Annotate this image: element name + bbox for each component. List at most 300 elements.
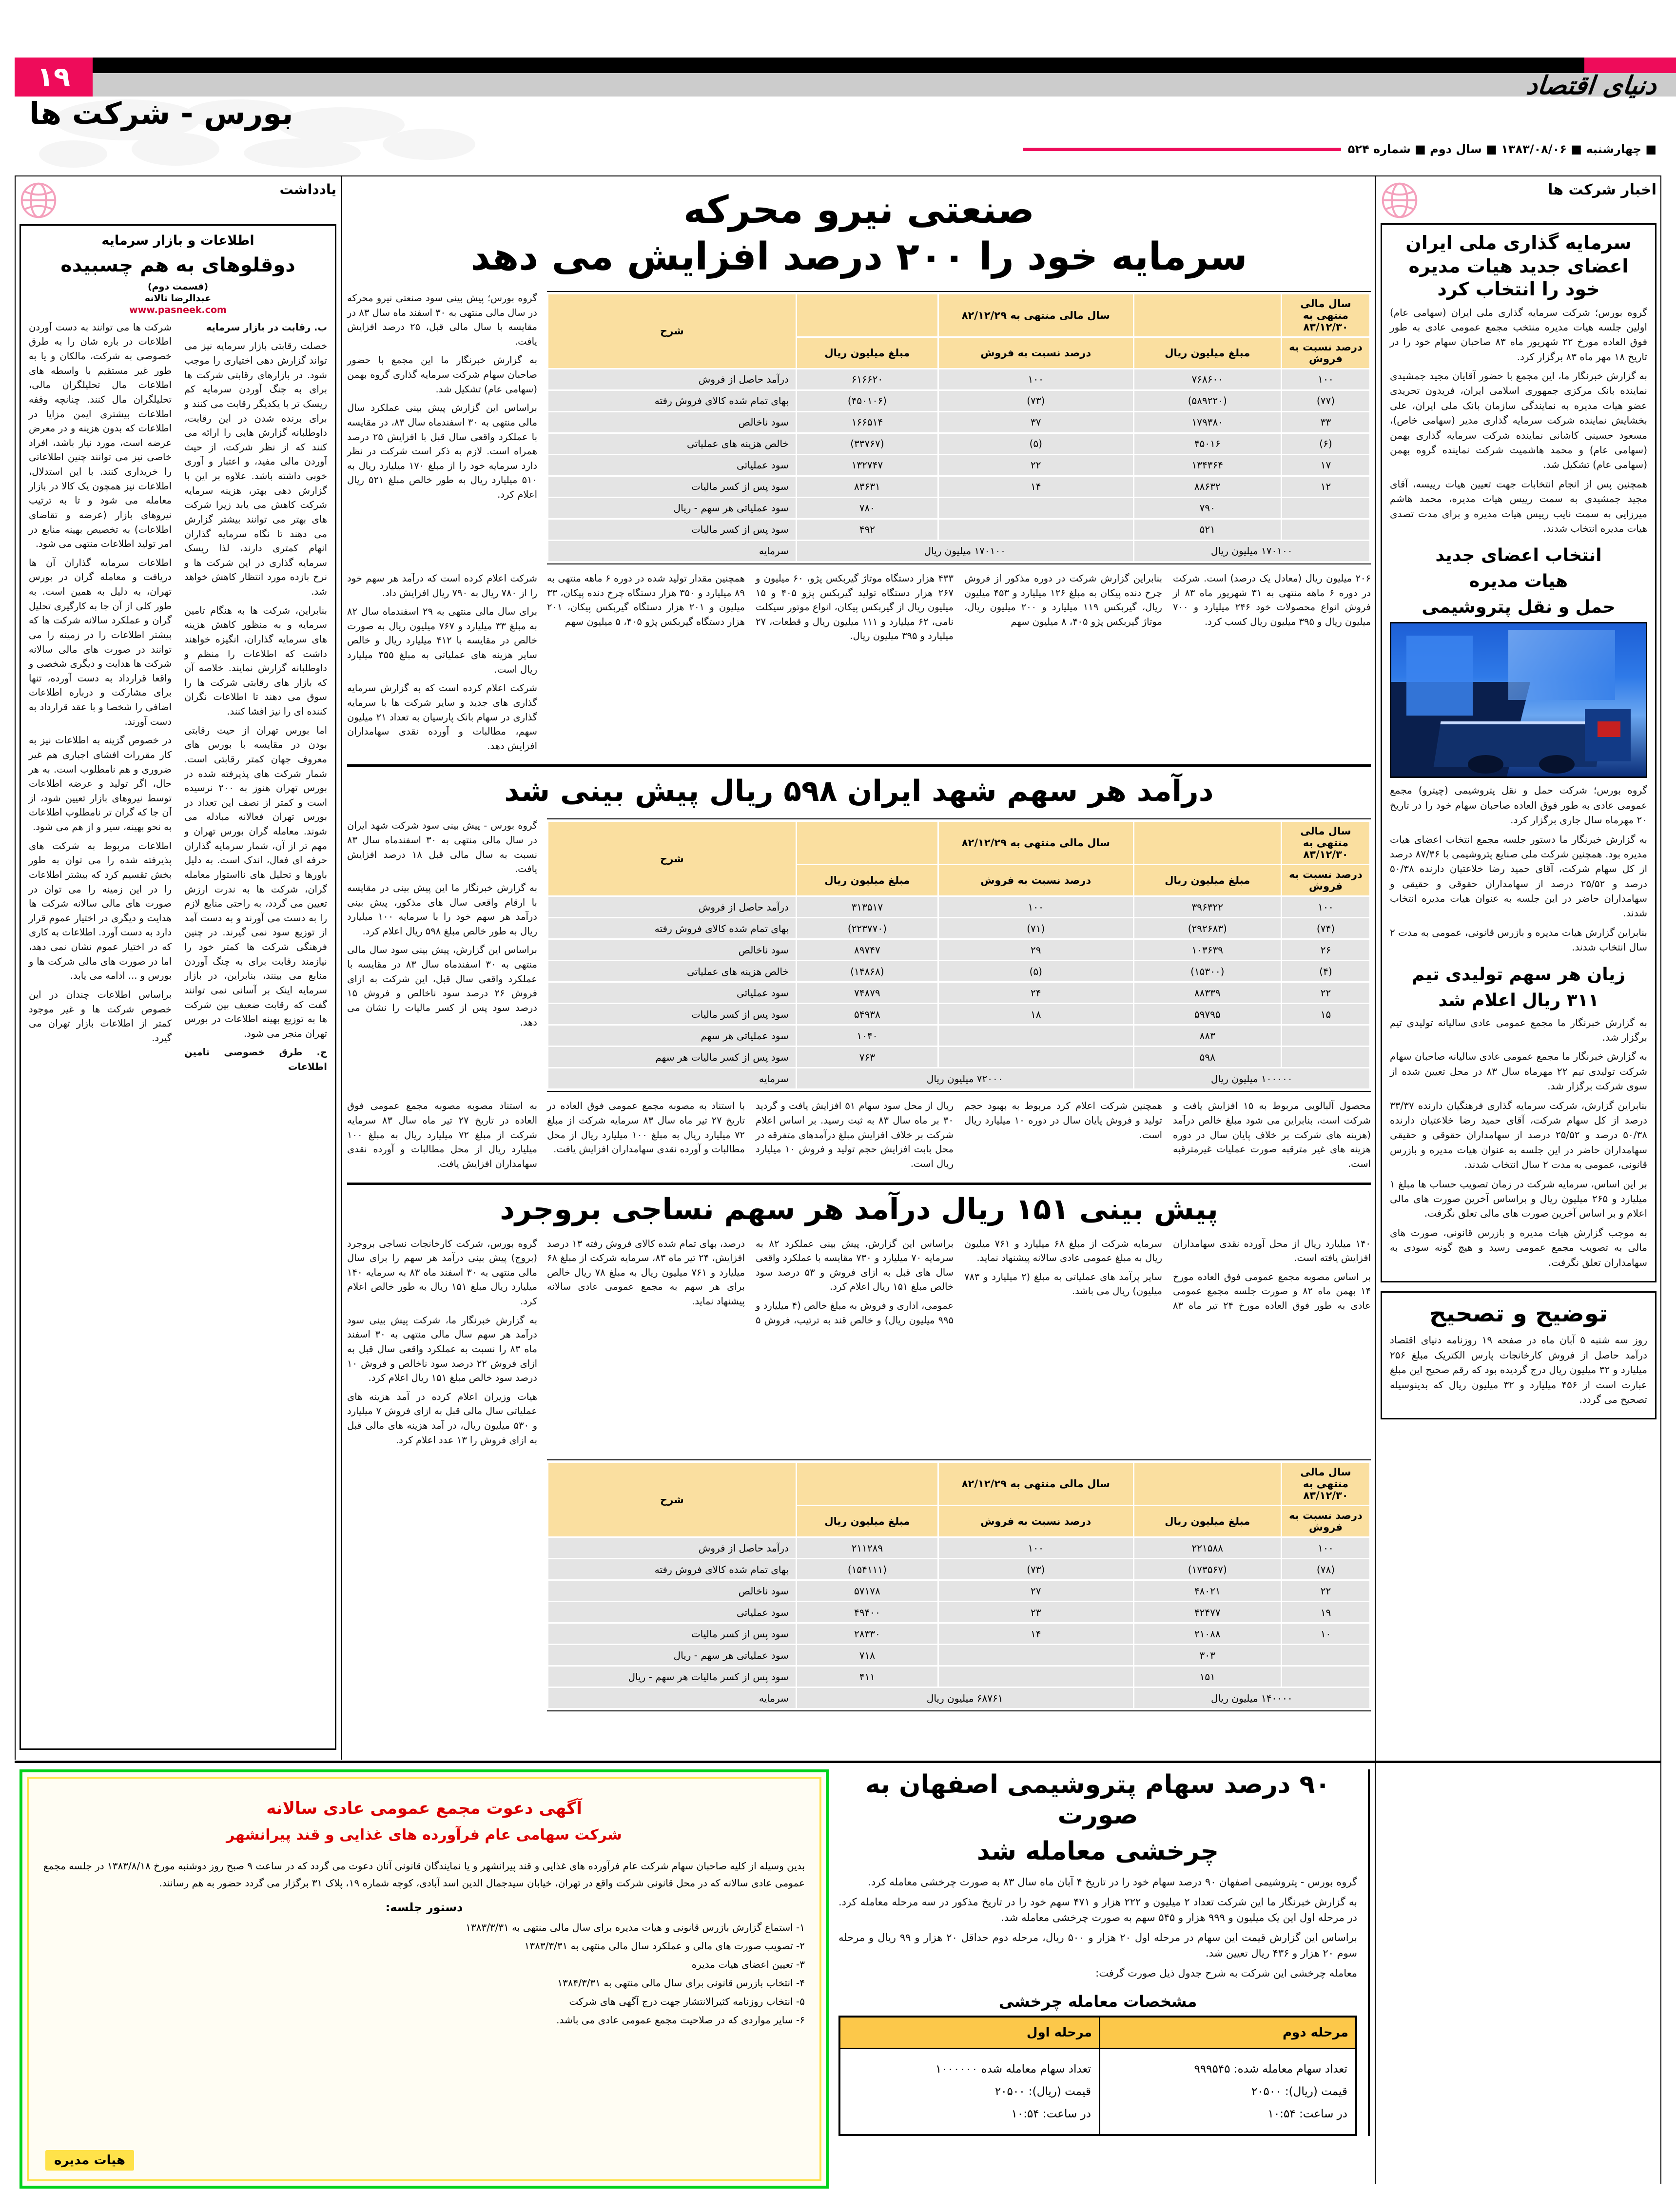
financial-table-3 — [547, 1461, 1371, 1709]
news2-para: به گزارش خبرنگار ما دستور جلسه مجمع انتخاب اعضای هیات مدیره بود. همچنین شرکت ملی صنایع پتروشیمی با ۸۷/۳۶ درصد از کل سهام شرکت، آقای حمید رضا خلاعتیان دارنده ۵۰/۳۸ درصد و ۲۵/۵۲ درصد از سهامداران حقوقی و حقیقی و سهامداران حاضر در این جلسه به عنوان هیات مدیره انتخاب شدند. — [1390, 833, 1647, 919]
news2-headline-2: هیات مدیره — [1469, 571, 1568, 592]
cell-row-label: درآمد حاصل از فروش — [548, 896, 797, 918]
cell-actual-pct: ۱۰۰ — [938, 896, 1134, 918]
cell-actual-amt: ۴۱۱ — [796, 1666, 938, 1688]
table-row — [548, 1666, 1370, 1688]
article1-body-para: همچنین مقدار تولید شده در دوره ۶ ماهه منتهی به ۸۹ میلیارد و ۳۵۰ هزار دستگاه چرخ دنده پیکان، ۳۳ میلیون و ۲۰۱ هزار دستگاه گیربکس پیکان، ۲۰۱ هزار دستگاه گیربکس پژو ۴۰۵، ۵ میلیون سهم — [547, 572, 745, 627]
cell-capital-actual: ۱۷۰۱۰۰ میلیون ریال — [796, 540, 1133, 562]
cell-row-label: بهای تمام شده کالای فروش رفته — [548, 1559, 797, 1580]
cell-forecast-pct: ۱۰۰ — [1281, 896, 1370, 918]
trx-stage2-line: در ساعت: ۱۰:۵۴ — [1267, 2107, 1347, 2120]
cell-capital-label: سرمایه — [548, 540, 797, 562]
petrochem-headline-1: ۹۰ درصد سهام پتروشیمی اصفهان به صورت — [865, 1770, 1331, 1830]
left-column — [19, 181, 336, 1751]
table-row — [548, 1537, 1370, 1559]
cell-row-label: سود پس از کسر مالیات هر سهم - ریال — [548, 1666, 797, 1688]
cell-actual-pct — [938, 1645, 1134, 1666]
cell-forecast-pct: ۱۰۰ — [1281, 369, 1370, 390]
article3-lead — [347, 1237, 537, 1452]
table1-body — [548, 369, 1370, 562]
cell-forecast-amt: ۵۹۸ — [1133, 1047, 1281, 1068]
cell-actual-pct — [938, 1666, 1134, 1688]
table-capital-row — [548, 540, 1370, 562]
cell-forecast-pct — [1281, 1645, 1370, 1666]
petrochem-para: به گزارش خبرنگار ما این شرکت تعداد ۲ میلیون و ۲۲۲ هزار و ۴۷۱ سهم خود را در تاریخ مذکور در سه مرحله معامله کرد. در مرحله اول این یک میلیون و ۹۹۹ هزار و ۵۴۵ سهم به صورت چرخشی معامله شد. — [838, 1896, 1358, 1924]
cell-actual-amt: ۸۳۶۳۱ — [796, 476, 938, 497]
dateline-row — [1023, 139, 1657, 159]
news3-para: بنابراین گزارش، شرکت سرمایه گذاری فرهنگیان دارنده ۳۳/۳۷ درصد از کل سهام شرکت، آقای حمید رضا خلاعتیان دارنده ۵۰/۳۸ درصد و ۲۵/۵۲ درصد از سهامداران حقوقی و حقیقی سهامداران حاضر در این جلسه به عنوان هیات مدیره و بازرس قانونی، عمومی به مدت ۲ سال انتخاب شدند. — [1390, 1099, 1647, 1171]
th-fc-pct: سال مالی منتهی به ۸۳/۱۲/۳۰ — [1281, 293, 1370, 337]
cell-actual-pct: ۱۴ — [938, 476, 1134, 497]
th-fc-amt — [1133, 293, 1281, 337]
news3-para: به گزارش خبرنگار ما مجمع عمومی عادی سالیانه تولیدی تیم برگزار شد. — [1390, 1016, 1647, 1044]
cell-forecast-pct: ۱۰۰ — [1281, 1537, 1370, 1559]
th-ac-pct: سال مالی منتهی به ۸۲/۱۲/۲۹ — [938, 821, 1134, 865]
headline-shahd: درآمد هر سهم شهد ایران ۵۹۸ ریال پیش بینی شد — [504, 774, 1214, 809]
ad-agenda-item: ۶- سایر مواردی که در صلاحیت مجمع عمومی عادی می باشد. — [556, 2014, 805, 2026]
news2-headline-1: انتخاب اعضای جدید — [1435, 545, 1602, 566]
cell-actual-pct — [938, 1025, 1134, 1047]
petrochem-para: براساس این گزارش قیمت این سهام در مرحله اول ۲۰ هزار و ۵۰۰ ریال، مرحله دوم حداقل ۲۰ هزار و ۹۹ ریال و مرحله سوم ۲۰ هزار و ۴۳۶ ریال تعیین شد. — [838, 1932, 1357, 1959]
article3-body-para: عمومی، اداری و فروش به مبلغ خالص (۴ میلیارد و ۹۹۵ میلیون ریال) و خالص قند به ترتیب، فروش ۵ درصد، بهای تمام شده کالای فروش رفته ۱۳ درصد افزایش، ۲۴ تیر ماه ۸۳، سرمایه شرکت از مبلغ ۶۸ میلیارد و ۷۶۱ میلیون ریال به مبلغ ۷۸ ریال خالص برای هر سهم به مجمع عمومی عادی سالانه پیشنهاد نماید. — [547, 1238, 954, 1326]
table-row — [548, 961, 1370, 982]
trx-stage1-line: تعداد سهام معامله شده ۱۰۰۰۰۰۰ — [935, 2062, 1091, 2076]
cell-actual-amt: ۴۹۲ — [796, 519, 938, 540]
cell-actual-amt: ۱۰۴۰ — [796, 1025, 938, 1047]
left-para: اطلاعات سرمایه گذاران آن ها دریافت و معامله گران در بورس تهران، به دلیل به همین است. به طور کلی از آن جا به کارگیری تحلیل گران و عملکرد سالانه شرکت ها که بیشتر اطلاعات را در زمینه را می توانند در صورت های مالی سالانه شرکت ها هدایت و دیگری شخصی و واقعا قرارداد به دست آورده، تنها برای مشارکت و درباره اطلاعات اضافی را شخصا و با عقد قرارداد به دست آورند. — [29, 557, 172, 727]
cell-actual-amt: ۲۱۱۲۸۹ — [796, 1537, 938, 1559]
article3-lead-para: هیات وزیران اعلام کرده در آمد هزینه های عملیاتی سال مالی قبل به ازای فروش ۷ میلیارد و ۵۳۰ میلیون ریال، در آمد هزینه های مالی قبل به ازای فروش را ۱۳ عدد اعلام کرد. — [347, 1391, 537, 1446]
cell-forecast-pct: (۷۴) — [1281, 918, 1370, 939]
article-shahd-iran — [347, 774, 1371, 1175]
cell-forecast-pct: ۱۰ — [1281, 1623, 1370, 1645]
th-sub-ac-amt: مبلغ میلیون ریال — [796, 1506, 938, 1537]
cell-row-label: سود پس از کسر مالیات — [548, 519, 797, 540]
cell-actual-pct: ۲۴ — [938, 982, 1134, 1004]
cell-row-label: بهای تمام شده کالای فروش رفته — [548, 918, 797, 939]
page-number: ۱۹ — [37, 61, 71, 93]
transaction-table — [838, 2016, 1357, 2136]
th-ac-pct: سال مالی منتهی به ۸۲/۱۲/۲۹ — [938, 293, 1134, 337]
cell-capital-forecast: ۱۴۰۰۰۰ میلیون ریال — [1133, 1688, 1370, 1709]
th-fc-pct: سال مالی منتهی به ۸۳/۱۲/۳۰ — [1281, 1462, 1370, 1506]
left-column-kicker: یادداشت — [279, 181, 336, 197]
th-fc-amt — [1133, 821, 1281, 865]
article2-lead-cont — [347, 1099, 537, 1175]
petrochem-headline-2: چرخشی معامله شد — [976, 1836, 1219, 1866]
article2-lead-para: به استناد مصوبه مصوبه مجمع عمومی فوق العاده در تاریخ ۲۷ تیر ماه سال ۸۳ سرمایه شرکت از مبلغ ۷۲ میلیارد ریال به مبلغ ۱۰۰ میلیارد ریال از محل مطالبات و آورده نقدی سهامداران افزایش یافت. — [347, 1100, 538, 1169]
table-row — [548, 476, 1370, 497]
cell-forecast-amt: ۱۵۱ — [1133, 1666, 1281, 1688]
news1-para: گروه بورس؛ شرکت سرمایه گذاری ملی ایران (سهامی عام) اولین جلسه هیات مدیره منتخب مجمع عمومی عادی به طور فوق العاده مورخ ۲۲ شهریور ماه ۸۳ صاحبان سهام خود را در تاریخ ۱۸ مهر ماه ۸۳ برگزار کرد. — [1390, 306, 1647, 363]
petrochem-para: معامله چرخشی این شرکت به شرح جدول ذیل صورت گرفت: — [1095, 1967, 1357, 1979]
left-para: خصلت رقابتی بازار سرمایه نیز می تواند گزارش دهی اختیاری را موجب شود. در بازارهای رقابتی شرکت ها برای به چنگ آوردن سرمایه کم ریسک تر با یکدیگر رقابت می کنند و برای برنده شدن در این رقابت، داوطلبانه گزارش هایی را ارائه می کنند که از نظر شرکت، از حیث آوردن مالی مفید، و اعتبار و آوری خوبی داشته باشد. علاوه بر این با گزارش دهی بهتر، هزینه سرمایه شرکت کاهش می یابد زیرا شرکت های بهتر می توانند بیشتر گزارش می دهند تا نگاه سرمایه گذاران انهام کمتری دارند، لذا ریسک سرمایه گذاری در این شرکت ها و نرخ بازده مورد انتظار کاهش خواهد شد. — [184, 340, 327, 597]
cell-forecast-pct — [1281, 497, 1370, 519]
th-sub-fc-pct: درصد نسبت به فروش — [1281, 1506, 1370, 1537]
article2-body-para: محصول آلبالویی مربوط به ۱۵ افزایش یافت و شرکت است، بنابراین می شود مبلغ خالص درآمد (هزینه های شرکت بر خلاف پایان سال در دوره هزینه های غیر مترقبه صورت عملیات غیرمترقبه است. — [1173, 1100, 1371, 1169]
th-ac-amt — [796, 1462, 938, 1506]
trx-stage2-line: قیمت (ریال): ۲۰۵۰۰ — [1251, 2085, 1347, 2098]
article2-lead-para: براساس این گزارش، پیش بینی سود سال مالی منتهی به ۳۰ اسفندماه سال ۸۳ در مقایسه با عملکرد واقعی سال قبل، این شرکت به ازای فروش ۲۶ درصد سود ناخالص و فروش ۱۵ درصد سود پس از کسر مالیات را نشان می دهد. — [347, 944, 537, 1028]
truck-photo — [1390, 622, 1647, 778]
cell-forecast-pct: ۱۷ — [1281, 454, 1370, 476]
cell-forecast-amt: ۱۰۳۶۳۹ — [1133, 939, 1281, 961]
cell-actual-amt: (۳۳۷۶۷) — [796, 433, 938, 454]
cell-row-label: سود عملیاتی هر سهم — [548, 1025, 797, 1047]
cell-forecast-pct — [1281, 1025, 1370, 1047]
cell-actual-pct: ۱۰۰ — [938, 369, 1134, 390]
cell-actual-amt: ۷۴۸۷۹ — [796, 982, 938, 1004]
cell-actual-amt: (۲۲۳۷۷۰) — [796, 918, 938, 939]
cell-forecast-pct: (۷۸) — [1281, 1559, 1370, 1580]
th-sub-fc-amt: مبلغ میلیون ریال — [1133, 865, 1281, 896]
cell-actual-amt: ۴۹۴۰۰ — [796, 1602, 938, 1623]
financial-table-2 — [547, 820, 1371, 1090]
cell-actual-pct: ۱۴ — [938, 1623, 1134, 1645]
article1-lead-para: گروه بورس؛ پیش بینی سود صنعتی نیرو محرکه در سال مالی منتهی به ۳۰ اسفند ماه سال ۸۳ در مقایسه با سال مالی قبل، ۲۵ درصد افزایش یافت. — [347, 292, 537, 347]
cell-actual-amt: ۸۹۷۴۷ — [796, 939, 938, 961]
petrochem-para: گروه بورس - پتروشیمی اصفهان ۹۰ درصد سهام خود را در تاریخ ۴ آبان ماه سال ۸۳ به صورت چرخشی معامله کرد. — [868, 1876, 1357, 1888]
cell-capital-forecast: ۱۰۰۰۰۰ میلیون ریال — [1133, 1068, 1370, 1089]
th-desc: شرح — [548, 293, 797, 369]
cell-forecast-amt: ۸۸۳ — [1133, 1025, 1281, 1047]
cell-forecast-amt: ۳۰۳ — [1133, 1645, 1281, 1666]
right-column-kicker: اخبار شرکت ها — [1547, 181, 1657, 198]
top-divider — [15, 175, 1661, 176]
th-sub-ac-amt: مبلغ میلیون ریال — [796, 865, 938, 896]
cell-actual-pct: ۲۷ — [938, 1580, 1134, 1602]
th-ac-amt — [796, 293, 938, 337]
news2-para: بنابراین گزارش هیات مدیره و بازرس قانونی، عمومی به مدت ۲ سال انتخاب شدند. — [1390, 926, 1647, 953]
left-para: براساس اطلاعات چندان در این خصوص شرکت ها و غیر موجود کمتر از اطلاعات بازار تهران می گیرد. — [29, 989, 172, 1044]
th-desc: شرح — [548, 1462, 797, 1537]
news-item-correction — [1381, 1291, 1657, 1420]
cell-actual-amt: (۱۵۴۱۱۱) — [796, 1559, 938, 1580]
th-fc-amt — [1133, 1462, 1281, 1506]
article1-body-para: ۴۳۳ هزار دستگاه موتاژ گیربکس پژو، ۶۰ میلیون و ۲۶۷ هزار دستگاه تولید گیربکس پژو ۴۰۵ و ۱۵ میلیون ریال از گیربکس پیکان، انواع موتور سیکلت نامی، ۶۲ میلیارد و ۱۱۱ میلیون ریال و قطعات، ۲۷ میلیارد و ۳۹۵ میلیون ریال. — [756, 572, 954, 642]
table-row — [548, 1559, 1370, 1580]
table2-body — [548, 896, 1370, 1089]
cell-row-label: سود عملیاتی هر سهم - ریال — [548, 1645, 797, 1666]
left-para: اطلاعات مربوط به شرکت های پذیرفته شده را می توان به طور بخش تقسیم کرد که بیشتر اطلاعات را در این زمینه را می توان در صورت های مالی سالانه شرکت ها هدایت و دیگری در اختیار عموم قرار دارد به دست آورد. اطلاعات به کاری که در اختیار عموم نشان نمی دهد، اما در صورت های مالی شرکت ها و بورس و ... ادامه می یابد. — [29, 840, 172, 982]
article3-body-para: ۱۴۰ میلیارد ریال از محل آورده نقدی سهامداران افزایش یافته است. — [1173, 1238, 1371, 1264]
left-website[interactable]: www.pasneek.com — [129, 304, 227, 315]
th-sub-fc-amt: مبلغ میلیون ریال — [1133, 1506, 1281, 1537]
table-row — [548, 390, 1370, 411]
page-section-title: بورس - شرکت ها — [29, 96, 293, 131]
table-row — [548, 939, 1370, 961]
table-row — [548, 896, 1370, 918]
cell-actual-amt: ۳۱۳۵۱۷ — [796, 896, 938, 918]
cell-row-label: سود پس از کسر مالیات — [548, 1623, 797, 1645]
cell-row-label: سود پس از کسر مالیات — [548, 476, 797, 497]
th-sub-fc-pct: درصد نسبت به فروش — [1281, 865, 1370, 896]
article-nassaji-boroujerd — [347, 1192, 1371, 1712]
cell-forecast-amt: ۷۶۸۶۰۰ — [1133, 369, 1281, 390]
table-row — [548, 1623, 1370, 1645]
cell-forecast-pct — [1281, 519, 1370, 540]
cell-actual-pct: (۷۱) — [938, 918, 1134, 939]
news3-para: به موجب گزارش هیات مدیره و بازرس قانونی، صورت های مالی به تصویب مجمع عمومی رسید و هیچ گونه سودی به سهامداران تعلق نگرفت. — [1390, 1226, 1647, 1268]
table-row — [548, 519, 1370, 540]
article1-lead-cont — [347, 571, 537, 758]
article3-body-para: براساس این گزارش، پیش بینی عملکرد ۸۲ به سرمایه ۷۰ میلیارد و ۷۳۰ مقایسه با عملکرد واقعی سال های قبل به ازای فروش و ۵۳ درصد سود خالص مبلغ ۱۵۱ ریال اعلام کرد. — [756, 1238, 954, 1293]
left-para: ب. رقابت در بازار سرمایه — [206, 321, 327, 333]
article2-body-para: همچنین شرکت اعلام کرد مربوط به بهبود حجم تولید و فروش پایان سال در دوره ۱۰ میلیارد ریال است. — [964, 1100, 1163, 1141]
dateline-rule — [1023, 148, 1341, 151]
ad-subtitle: شرکت سهامی عام فرآورده های غذایی و قند پیرانشهر — [226, 1826, 622, 1843]
cell-forecast-amt: ۵۹۷۹۵ — [1133, 1004, 1281, 1025]
cell-actual-pct — [938, 519, 1134, 540]
article2-table-wrap — [547, 818, 1371, 1092]
cell-forecast-amt: (۵۸۹۲۲۰) — [1133, 390, 1281, 411]
right-column — [1381, 181, 1657, 1428]
transaction-table-title: مشخصات معامله چرخشی — [998, 1992, 1197, 2011]
cell-actual-amt: ۲۸۳۳۰ — [796, 1623, 938, 1645]
cell-row-label: سود عملیاتی — [548, 454, 797, 476]
cell-forecast-amt: ۳۹۶۳۲۲ — [1133, 896, 1281, 918]
th-desc: شرح — [548, 821, 797, 896]
cell-forecast-amt: ۲۲۱۵۸۸ — [1133, 1537, 1281, 1559]
divider-left-center — [341, 175, 342, 1760]
article3-body-flow — [547, 1237, 1371, 1328]
ad-title: آگهی دعوت مجمع عمومی عادی سالانه — [266, 1799, 582, 1818]
cell-capital-label: سرمایه — [548, 1068, 797, 1089]
article-divider-2 — [347, 1183, 1371, 1185]
cell-row-label: سود پس از کسر مالیات — [548, 1004, 797, 1025]
table-row — [548, 1025, 1370, 1047]
cell-actual-pct: (۷۳) — [938, 390, 1134, 411]
cell-actual-pct: ۲۳ — [938, 1602, 1134, 1623]
trx-stage1-line: در ساعت: ۱۰:۵۴ — [1011, 2107, 1091, 2120]
cell-forecast-amt: (۱۵۳۰۰) — [1133, 961, 1281, 982]
page-left-edge — [15, 175, 16, 1760]
cell-forecast-amt: ۱۳۴۳۶۴ — [1133, 454, 1281, 476]
left-author: عبدالرضا تالانه — [144, 292, 212, 304]
article1-lead-para: شرکت اعلام کرده است که درآمد هر سهم خود را از ۷۸۰ ریال به ۷۹۰ ریال افزایش داد. — [347, 572, 537, 599]
news-item-sarmayegozari-melli — [1381, 223, 1657, 1282]
article1-table-wrap — [547, 291, 1371, 564]
article1-body-para: ۲۰۶ میلیون ریال (معادل یک درصد) است. شرکت در دوره ۶ ماهه منتهی به ۳۱ شهریور ماه ۸۳ از فروش انواع محصولات خود ۲۴۶ میلیارد و ۷۰۰ میلیون ریال و ۳۹۵ میلیون ریال کسب کرد. — [1173, 572, 1371, 627]
table3-body — [548, 1537, 1370, 1709]
cell-row-label: سود ناخالص — [548, 939, 797, 961]
cell-capital-forecast: ۱۷۰۱۰۰ میلیون ریال — [1133, 540, 1370, 562]
cell-forecast-amt: ۷۹۰ — [1133, 497, 1281, 519]
cell-actual-pct: ۲۹ — [938, 939, 1134, 961]
article2-body-flow — [547, 1099, 1371, 1171]
cell-actual-pct: ۲۲ — [938, 454, 1134, 476]
article1-lead-para: به گزارش خبرنگار ما این مجمع با حضور صاحبان سهام شرکت سرمایه گذاری گروه بهمن (سهامی عام) تشکیل شد. — [347, 354, 537, 395]
cell-row-label: سود عملیاتی — [548, 982, 797, 1004]
page-right-edge — [1660, 175, 1661, 2184]
globe-icon — [19, 181, 58, 219]
globe-icon — [1381, 181, 1419, 219]
cell-row-label: درآمد حاصل از فروش — [548, 1537, 797, 1559]
table-row — [548, 918, 1370, 939]
article1-body-para: بنابراین گزارش شرکت در دوره مذکور از فروش چرخ دنده پیکان به مبلغ ۱۲۶ میلیارد و ۴۵۳ میلیون ریال، گیربکس ۱۱۹ میلیارد و ۲۰۰ میلیون ریال، موتاژ گیربکس پژو ۴۰۵، ۸ میلیون سهم — [964, 572, 1162, 627]
ad-body-para: بدین وسیله از کلیه صاحبان سهام شرکت عام فرآورده های غذایی و قند پیرانشهر و یا نمایندگان قانونی آنان دعوت می گردد که در ساعت ۹ صبح روز دوشنبه مورخ ۱۳۸۳/۸/۱۸ در جلسه مجمع عمومی عادی سالانه که در محل قانونی شرکت واقع در تهران، خیابان سیدجمال الدین اسد آبادی، کوچه شماره ۱۹، پلاک ۳۱ برگزار می گردد حضور به هم رسانند. — [43, 1860, 805, 1889]
table-capital-row — [548, 1068, 1370, 1089]
cell-forecast-amt: ۸۸۳۳۹ — [1133, 982, 1281, 1004]
article2-lead-para: به گزارش خبرنگار ما این پیش بینی در مقایسه با ارقام واقعی سال های مذکور، پیش بینی درآمد هر سهم خود را با سرمایه ۱۰۰ میلیارد ریال به طور خالص مبلغ ۵۹۸ ریال اعلام کرد. — [347, 882, 537, 937]
news1-para: به گزارش خبرنگار ما، این مجمع با حضور آقایان مجید جمشیدی نماینده بانک مرکزی جمهوری اسلامی ایران، فریدون تحریدی عضو هیات مدیره به نمایندگی سازمان بانک ملی ایران، علی بخشایش نماینده شرکت سرمایه گذاری مدیر (سهامی خاص)، مسعود حسینی کاشانی نماینده شرکت سرمایه گذاری بهمن (سهامی عام) و محمد هاشمیت شرکت نماینده گروه بهمن (سهامی عام) تشکیل شد. — [1390, 370, 1647, 471]
cell-actual-amt: ۷۱۸ — [796, 1645, 938, 1666]
news3-headline-1: زیان هر سهم تولیدی تیم — [1412, 964, 1625, 985]
article-divider-1 — [347, 764, 1371, 767]
cell-forecast-pct: ۲۶ — [1281, 939, 1370, 961]
cell-forecast-pct: (۶) — [1281, 433, 1370, 454]
table-row — [548, 369, 1370, 390]
left-para: بنابراین، شرکت ها به هنگام تامین سرمایه و به منظور کاهش هزینه های سرمایه گذاران، انگیزه خواهند داشت که اطلاعات را منظم و داوطلبانه گزارش نمایند. خلاصه آن که بازار های رقابتی شرکت ها را سوق می دهند تا اطلاعات نگران کننده ای را نیز افشا کنند. — [184, 604, 327, 717]
cell-row-label: سود پس از کسر مالیات هر سهم — [548, 1047, 797, 1068]
cell-row-label: سود ناخالص — [548, 1580, 797, 1602]
th-sub-ac-pct: درصد نسبت به فروش — [938, 1506, 1134, 1537]
advertisement-inner — [27, 1777, 821, 2181]
headline-boroujerd: پیش بینی ۱۵۱ ریال درآمد هر سهم نساجی بروجرد — [500, 1192, 1218, 1226]
cell-actual-amt: ۷۸۰ — [796, 497, 938, 519]
news3-para: به گزارش خبرنگار ما مجمع عمومی عادی سالیانه صاحبان سهام شرکت تولیدی تیم ۲۲ مهرماه سال ۸۳ در محل تعیین شده از سوی شرکت برگزار شد. — [1390, 1050, 1647, 1092]
th-sub-fc-amt: مبلغ میلیون ریال — [1133, 337, 1281, 369]
financial-table-1 — [547, 293, 1371, 563]
cell-forecast-pct — [1281, 1047, 1370, 1068]
left-part-label: (قسمت دوم) — [147, 281, 209, 292]
cell-actual-amt: ۷۶۳ — [796, 1047, 938, 1068]
news1-headline: سرمایه گذاری ملی ایران اعضای جدید هیات مدیره خود را انتخاب کرد — [1405, 232, 1632, 300]
th-ac-pct: سال مالی منتهی به ۸۲/۱۲/۲۹ — [938, 1462, 1134, 1506]
headline-line-2: سرمایه خود را ۲۰۰ درصد افزایش می دهد — [470, 235, 1247, 279]
cell-actual-pct: (۵) — [938, 961, 1134, 982]
cell-row-label: خالص هزینه های عملیاتی — [548, 433, 797, 454]
center-column — [347, 181, 1371, 1711]
article1-lead — [347, 291, 537, 506]
cell-forecast-amt: ۱۷۹۳۸۰ — [1133, 411, 1281, 433]
ad-agenda-item: ۴- انتخاب بازرس قانونی برای سال مالی منتهی به ۱۳۸۴/۳/۳۱ — [557, 1977, 805, 1989]
cell-capital-actual: ۶۸۷۶۱ میلیون ریال — [796, 1688, 1133, 1709]
left-para: شرکت ها می توانند به دست آوردن اطلاعات در باره شان را به طرق خصوصی به شرکت، مالکان و یا به طور غیر مستقیم با واسطه های اطلاعات مال تحلیلگران مالی، تحلیلگران مال کنند. چنانچه وقفه اطلاعات بیشتری ایمن مزایا در اطلاعات که بدون هزینه و در معرض عرضه است، مورد نیاز باشد، افراد خاصی نیز می توانند چنین اطلاعاتی را خریداری کنند. با این استدلال، اطلاعات نیز همچون یک کالا در بازار معامله می شود و تا به ترتیب نیروهای بازار (عرضه و تقاضای اطلاعات) به تخصیص بهینه منابع در امر تولید اطلاعات منتهی می شود. — [29, 321, 172, 550]
cell-row-label: سود ناخالص — [548, 411, 797, 433]
table-row — [548, 1047, 1370, 1068]
cell-forecast-pct: ۱۵ — [1281, 1004, 1370, 1025]
cell-forecast-pct: (۷۷) — [1281, 390, 1370, 411]
cell-actual-pct: ۱۸ — [938, 1004, 1134, 1025]
transaction-table-block — [838, 1992, 1357, 2136]
news3-para: بر این اساس، سرمایه شرکت در زمان تصویب حساب ها مبلغ ۱ میلیارد و ۲۶۵ میلیون ریال و براساس آخرین صورت های مالی اعلام و بر اساس آخرین صورت های مالی تعلق نگرفت. — [1390, 1178, 1647, 1220]
cell-row-label: درآمد حاصل از فروش — [548, 369, 797, 390]
ad-agenda-item: ۲- تصویب صورت های مالی و عملکرد سال مالی منتهی به ۱۳۸۳/۳/۳۱ — [524, 1940, 805, 1952]
trx-stage2-cell — [1099, 2048, 1356, 2135]
left-para: در خصوص گزینه به اطلاعات نیز به کار مقررات افشای اجباری هم غیر ضروری و هم نامطلوب است. به هر حال، اگر تولید و عرضه اطلاعات توسط نیروهای بازار تعیین شود، از آن جا که گران تر نامطلوب اطلاعات به نحو بهینه، سیر و از هم می شود. — [29, 735, 172, 833]
news2-para: گروه بورس؛ شرکت حمل و نقل پتروشیمی (چیترو) مجمع عمومی عادی به طور فوق العاده صاحبان سهام خود را در تاریخ ۲۰ مهرماه سال جاری برگزار کرد. — [1390, 784, 1647, 826]
article-nirou-moharrekeh — [347, 188, 1371, 757]
left-para: اما بورس تهران از حیث رقابتی بودن در مقایسه با بورس های معروف جهان کمتر رقابتی است. شمار شرکت های پذیرفته شده در بورس تهران هنوز به ۲۰۰ نرسیده است و کمتر از نصف این تعداد در بورس تهران فعالانه مبادله می شوند. معامله گران بورس تهران و مهم تر از آن، شمار سرمایه گذاران حرفه ای فعال، اندک است. به دلیل باورها و تحلیل های نااستوار معامله گران، شرکت ها به ندرت ارزش تعیین می گردد، به راحتی منابع لازم را به دست می آورند و به دست آمد از توزیع سود نمی گیرند. در چنین فرهنگی شرکت ها کمتر خود را نیازمند رقابت برای به چنگ آوردن منابع می بینند، بنابراین، در بازار سرمایه اینک بر آسانی نمی توانند گفت که رقابت ضعیف بین شرکت ها به توزیع بهینه اطلاعات در بورس تهران منجر می شود. — [184, 724, 328, 1039]
cell-forecast-amt: (۱۷۳۵۶۷) — [1133, 1559, 1281, 1580]
cell-actual-pct: (۵) — [938, 433, 1134, 454]
trx-stage1-cell — [839, 2048, 1099, 2135]
news1-para: همچنین پس از انجام انتخابات جهت تعیین هیات رییسه، آقای مجید جمشیدی به سمت رییس هیات مدیره، محمد هاشم میرزایی به سمت نایب رییس هیات مدیره و برای مدت تصدی هیات مدیره انتخاب شدند. — [1390, 478, 1647, 534]
masthead — [0, 0, 1676, 100]
cell-actual-pct: ۱۰۰ — [938, 1537, 1134, 1559]
cell-forecast-amt: ۵۲۱ — [1133, 519, 1281, 540]
table-row — [548, 497, 1370, 519]
ad-agenda-list — [43, 1919, 805, 2028]
table-row — [548, 1645, 1370, 1666]
trx-stage2-header: مرحله دوم — [1099, 2017, 1356, 2049]
trx-stage1-line: قیمت (ریال): ۲۰۵۰۰ — [994, 2085, 1091, 2098]
ad-agenda-title: دستور جلسه: — [385, 1901, 463, 1914]
dateline-text: ■ چهارشنبه ■ ۱۳۸۳/۰۸/۰۶ ■ سال دوم ■ شماره ۵۲۴ — [1347, 142, 1657, 156]
article1-body-flow — [547, 571, 1371, 643]
petrochem-article — [838, 1769, 1370, 2136]
ad-agenda-item: ۵- انتخاب روزنامه کثیرالانتشار جهت درج آگهی های شرکت — [569, 1996, 805, 2007]
left-body-flow — [29, 320, 327, 1074]
cell-actual-amt: ۵۷۱۷۸ — [796, 1580, 938, 1602]
article1-lead-para: شرکت اعلام کرده است که به گزارش سرمایه گذاری های جدید و سایر شرکت ها با سرمایه گذاری در سهام بانک پارسیان به تعداد ۲۱ میلیون سهم، مطالبات و آورده نقدی سهامداران افزایش دهد. — [347, 682, 537, 752]
cell-forecast-pct: ۲۲ — [1281, 982, 1370, 1004]
cell-actual-pct — [938, 1047, 1134, 1068]
left-column-box — [19, 224, 336, 1750]
left-para: ج. طرق خصوصی تامین اطلاعات — [184, 1047, 327, 1072]
th-ac-amt — [796, 821, 938, 865]
cell-actual-amt: ۱۳۲۷۴۷ — [796, 454, 938, 476]
article1-lead-para: براساس این گزارش پیش بینی عملکرد سال مالی منتهی به ۳۰ اسفندماه سال ۸۳، در مقایسه با عملکرد واقعی سال قبل با افزایش ۲۵ درصد همراه است. لازم به ذکر است شرکت در نظر دارد سرمایه خود را از مبلغ ۱۷۰ میلیارد ریال به ۵۱۰ میلیارد ریال به طور خالص مبلغ ۵۲۱ ریال اعلام کرد. — [347, 402, 538, 501]
cell-actual-amt: ۵۴۹۳۸ — [796, 1004, 938, 1025]
advertisement-box — [19, 1769, 829, 2189]
trx-stage2-line: تعداد سهام معامله شده: ۹۹۹۵۴۵ — [1194, 2062, 1347, 2076]
news4-headline: توضیح و تصحیح — [1429, 1300, 1608, 1327]
cell-forecast-amt: ۴۵۰۱۶ — [1133, 433, 1281, 454]
news3-headline-2: ۳۱۱ ریال اعلام شد — [1438, 990, 1599, 1010]
news2-headline-3: حمل و نقل پتروشیمی — [1422, 597, 1616, 618]
cell-forecast-pct: ۱۹ — [1281, 1602, 1370, 1623]
cell-actual-amt: ۱۶۶۵۱۴ — [796, 411, 938, 433]
cell-forecast-amt: ۴۲۴۷۷ — [1133, 1602, 1281, 1623]
cell-actual-amt: ۶۱۶۶۲۰ — [796, 369, 938, 390]
ad-agenda-item: ۳- تعیین اعضای هیات مدیره — [691, 1959, 805, 1970]
cell-row-label: خالص هزینه های عملیاتی — [548, 961, 797, 982]
table-row — [548, 433, 1370, 454]
cell-capital-actual: ۷۲۰۰۰ میلیون ریال — [796, 1068, 1133, 1089]
headline-line-1: صنعتی نیرو محرکه — [683, 188, 1035, 232]
table-row — [548, 1004, 1370, 1025]
article2-lead — [347, 818, 537, 1034]
cell-capital-label: سرمایه — [548, 1688, 797, 1709]
cell-actual-amt: (۱۴۸۶۸) — [796, 961, 938, 982]
article2-body-para: ریال از محل سود سهام ۵۱ افزایش یافت و گردید ۳۰ بر ماه سال ۸۳ به ثبت رسید. بر اساس اعلام شرکت بر خلاف افزایش مبلغ درآمدهای متفرقه در محل بابت افزایش حجم تولید و فروش ۱۰ میلیارد ریال است. — [756, 1100, 954, 1169]
th-sub-ac-pct: درصد نسبت به فروش — [938, 337, 1134, 369]
cell-forecast-pct: ۳۳ — [1281, 411, 1370, 433]
cell-actual-amt: (۴۵۰۱۰۶) — [796, 390, 938, 411]
news4-para: روز سه شنبه ۵ آبان ماه در صفحه ۱۹ روزنامه دنیای اقتصاد درآمد حاصل از فروش کارخانجات پارس الکتریک مبلغ ۲۵۶ میلیارد و ۳۲ میلیون ریال درج گردیده بود که رقم صحیح این مبلغ عبارت است از ۴۵۶ میلیارد و ۳۲ میلیون ریال که بدینوسیله تصحیح می گردد. — [1390, 1334, 1647, 1406]
cell-actual-pct: ۳۷ — [938, 411, 1134, 433]
ad-agenda-item: ۱- استماع گزارش بازرس قانونی و هیات مدیره برای سال مالی منتهی به ۱۳۸۳/۳/۳۱ — [466, 1921, 805, 1933]
article3-table-wrap — [547, 1459, 1371, 1711]
masthead-black-bar — [93, 58, 1584, 73]
cell-row-label: سود عملیاتی هر سهم - ریال — [548, 497, 797, 519]
left-eyebrow: اطلاعات و بازار سرمایه — [101, 233, 254, 248]
ad-signature: هیات مدیره — [45, 2150, 134, 2171]
table-row — [548, 982, 1370, 1004]
article3-body-para: سایر پرآمد های عملیاتی به مبلغ (۲ میلیارد و ۷۸۳ میلیون) ریال می باشد. — [964, 1271, 1162, 1297]
cell-forecast-amt: ۸۸۶۳۲ — [1133, 476, 1281, 497]
cell-forecast-amt: (۲۹۲۶۸۳) — [1133, 918, 1281, 939]
article3-body-para: بر اساس مصوبه مجمع عمومی فوق العاده مورخ ۱۴ بهمن ماه ۸۲ و صورت جلسه مجمع عمومی عادی به طور فوق العاده مورخ ۲۴ تیر ماه ۸۳ سرمایه شرکت از مبلغ ۶۸ میلیارد و ۷۶۱ میلیون ریال به مبلغ عمومی عادی سالانه پیشنهاد نماید. — [964, 1238, 1371, 1312]
article3-lead-para: گروه بورس، شرکت کارخانجات نساجی بروجرد (بروج) پیش بینی درآمد هر سهم را برای سال مالی منتهی به ۳۰ اسفند ماه ۸۳ به سرمایه ۱۴۰ میلیارد ریال مبلغ ۱۵۱ ریال به طور خالص اعلام کرد. — [347, 1238, 537, 1307]
cell-forecast-amt: ۲۱۰۸۸ — [1133, 1623, 1281, 1645]
th-sub-ac-amt: مبلغ میلیون ریال — [796, 337, 938, 369]
cell-row-label: سود عملیاتی — [548, 1602, 797, 1623]
article1-lead-para: برای سال مالی منتهی به ۲۹ اسفندماه سال ۸۲ به مبلغ ۳۳ میلیارد و ۷۶۷ میلیون ریال به صورت خالص در مقایسه با ۴۱۲ میلیارد ریال و خالص سایر هزینه های عملیاتی به مبلغ ۳۵۵ میلیارد ریال است. — [347, 606, 538, 675]
th-sub-ac-pct: درصد نسبت به فروش — [938, 865, 1134, 896]
